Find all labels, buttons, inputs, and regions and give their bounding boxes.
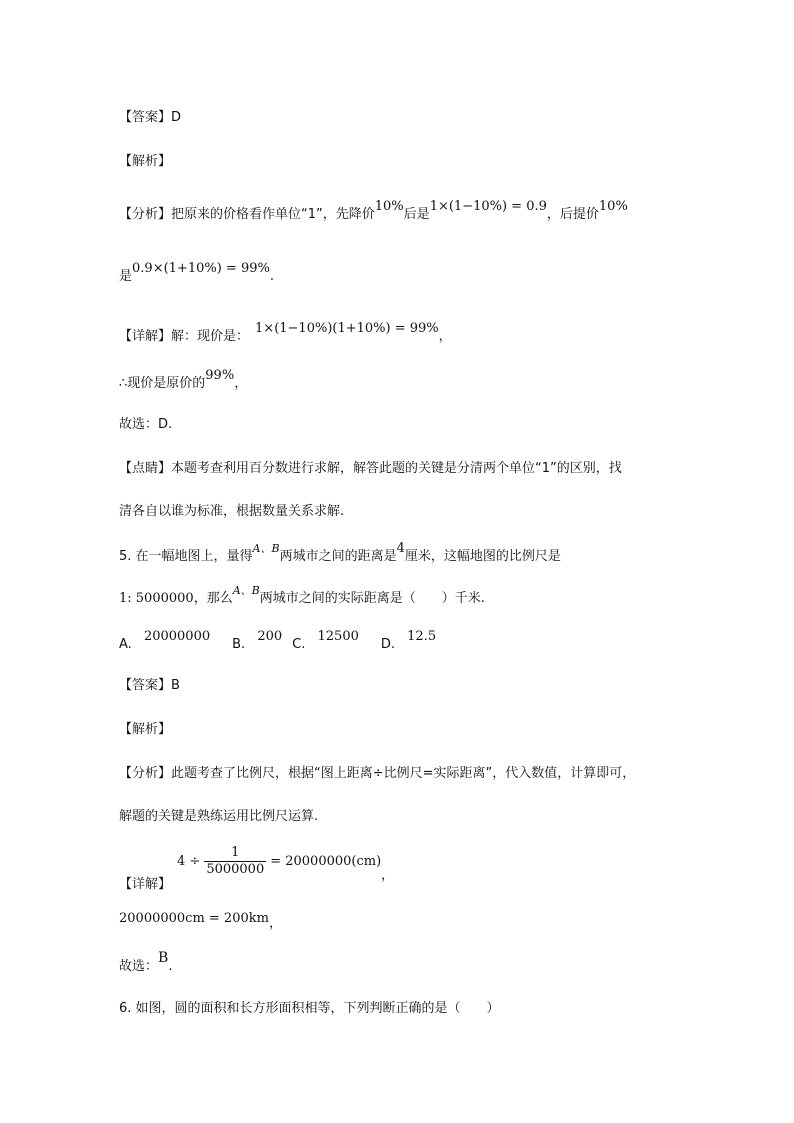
conclusion-text: ∴现价是原价的	[119, 376, 206, 391]
q4-answer-line	[119, 109, 181, 127]
math-expression: = 20000000(cm)	[270, 853, 382, 869]
math-expression: 20000000cm = 200km	[119, 911, 269, 926]
choose-value: B	[158, 950, 169, 966]
choose-text: 故选：	[119, 959, 159, 974]
percent-value: 99%	[205, 368, 235, 383]
fenxi-text: ，后提价	[546, 207, 599, 222]
option-letter: B.	[232, 637, 246, 652]
option-d	[380, 629, 437, 654]
fraction-denominator: 5000000	[206, 862, 265, 877]
xiangjie-text: 解：现价是：	[171, 329, 250, 344]
math-expression: 1×(1−10%) = 0.9	[429, 199, 547, 214]
punctuation: ，	[438, 329, 452, 344]
q4-fenxi-line2	[119, 261, 274, 286]
stem-text: ，那么	[193, 591, 233, 606]
math-expression: 4 ÷	[177, 853, 201, 869]
stem-text: 两城市之间的距离是	[279, 549, 397, 564]
fraction-numerator: 1	[231, 845, 240, 860]
math-expression: 0.9×(1+10%) = 99%	[132, 261, 270, 276]
fenxi-label: 【分析】	[119, 766, 172, 781]
q6-stem-line: 6. 如图，圆的面积和长方形面积相等，下列判断正确的是（ ）	[119, 1001, 500, 1016]
q4-dianjing-line2: 清各自以谁为标准，根据数量关系求解.	[119, 504, 345, 519]
xiangjie-label: 【详解】	[119, 329, 172, 344]
math-expression: 1×(1−10%)(1+10%) = 99%	[255, 321, 439, 336]
q5-choose-line	[119, 950, 173, 976]
q5-stem-line2	[119, 584, 485, 608]
q4-conclusion-line	[119, 368, 248, 393]
fenxi-text: 是	[119, 269, 133, 284]
city-labels: A、B	[232, 584, 260, 597]
q4-xiangjie-line	[119, 321, 452, 346]
punctuation: ，	[381, 868, 395, 883]
q5-answer-line	[119, 677, 180, 695]
q4-analysis-heading: 【解析】	[119, 154, 172, 169]
distance-value: 4	[396, 541, 405, 556]
fenxi-text: 把原来的价格看作单位“1”，先降价	[171, 207, 375, 222]
answer-value: D	[171, 110, 182, 125]
percent-value: 10%	[598, 199, 628, 214]
answer-label: 【答案】	[119, 110, 172, 125]
fenxi-label: 【分析】	[119, 207, 172, 222]
q4-choose-line: 故选：D.	[119, 417, 173, 432]
dianjing-text: 本题考查利用百分数进行求解，解答此题的关键是分清两个单位“1”的区别，找	[171, 461, 622, 476]
option-c	[292, 629, 359, 654]
q4-fenxi-line1	[119, 199, 628, 224]
punctuation: .	[269, 269, 274, 284]
q5-fenxi-line1	[119, 765, 635, 783]
option-value: 12500	[317, 629, 359, 644]
option-value: 12.5	[407, 629, 437, 644]
q5-xiangjie-line	[119, 845, 395, 892]
fenxi-text: 此题考查了比例尺，根据“图上距离÷比例尺=实际距离”，代入数值，计算即可，	[171, 766, 636, 781]
option-letter: C.	[292, 637, 306, 652]
option-a	[119, 629, 211, 654]
punctuation: .	[168, 959, 173, 974]
xiangjie-label: 【详解】	[119, 877, 172, 892]
fraction	[204, 845, 266, 878]
stem-text: 厘米，这幅地图的比例尺是	[404, 549, 561, 564]
scale-ratio: 1: 5000000	[119, 591, 194, 606]
q5-fenxi-line2: 解题的关键是熟练运用比例尺运算.	[119, 809, 319, 824]
punctuation: ，	[268, 916, 282, 931]
answer-label: 【答案】	[119, 678, 172, 693]
q5-stem-line1	[119, 541, 561, 566]
q5-analysis-heading: 【解析】	[119, 722, 172, 737]
fenxi-text: 后是	[403, 207, 430, 222]
q4-dianjing-line1	[119, 460, 622, 478]
option-value: 200	[257, 629, 283, 644]
city-labels: A、B	[252, 542, 280, 555]
option-b	[232, 629, 283, 654]
option-value: 20000000	[143, 629, 211, 644]
q5-conversion-line	[119, 910, 282, 931]
stem-text: 两城市之间的实际距离是（ ）千米.	[259, 591, 485, 606]
dianjing-label: 【点睛】	[119, 461, 172, 476]
q5-options-line	[119, 629, 437, 654]
stem-text: 5. 在一幅地图上，量得	[119, 549, 253, 564]
option-letter: A.	[119, 637, 132, 652]
answer-value: B	[171, 678, 180, 693]
option-letter: D.	[380, 637, 396, 652]
percent-value: 10%	[374, 199, 404, 214]
punctuation: ，	[234, 376, 248, 391]
